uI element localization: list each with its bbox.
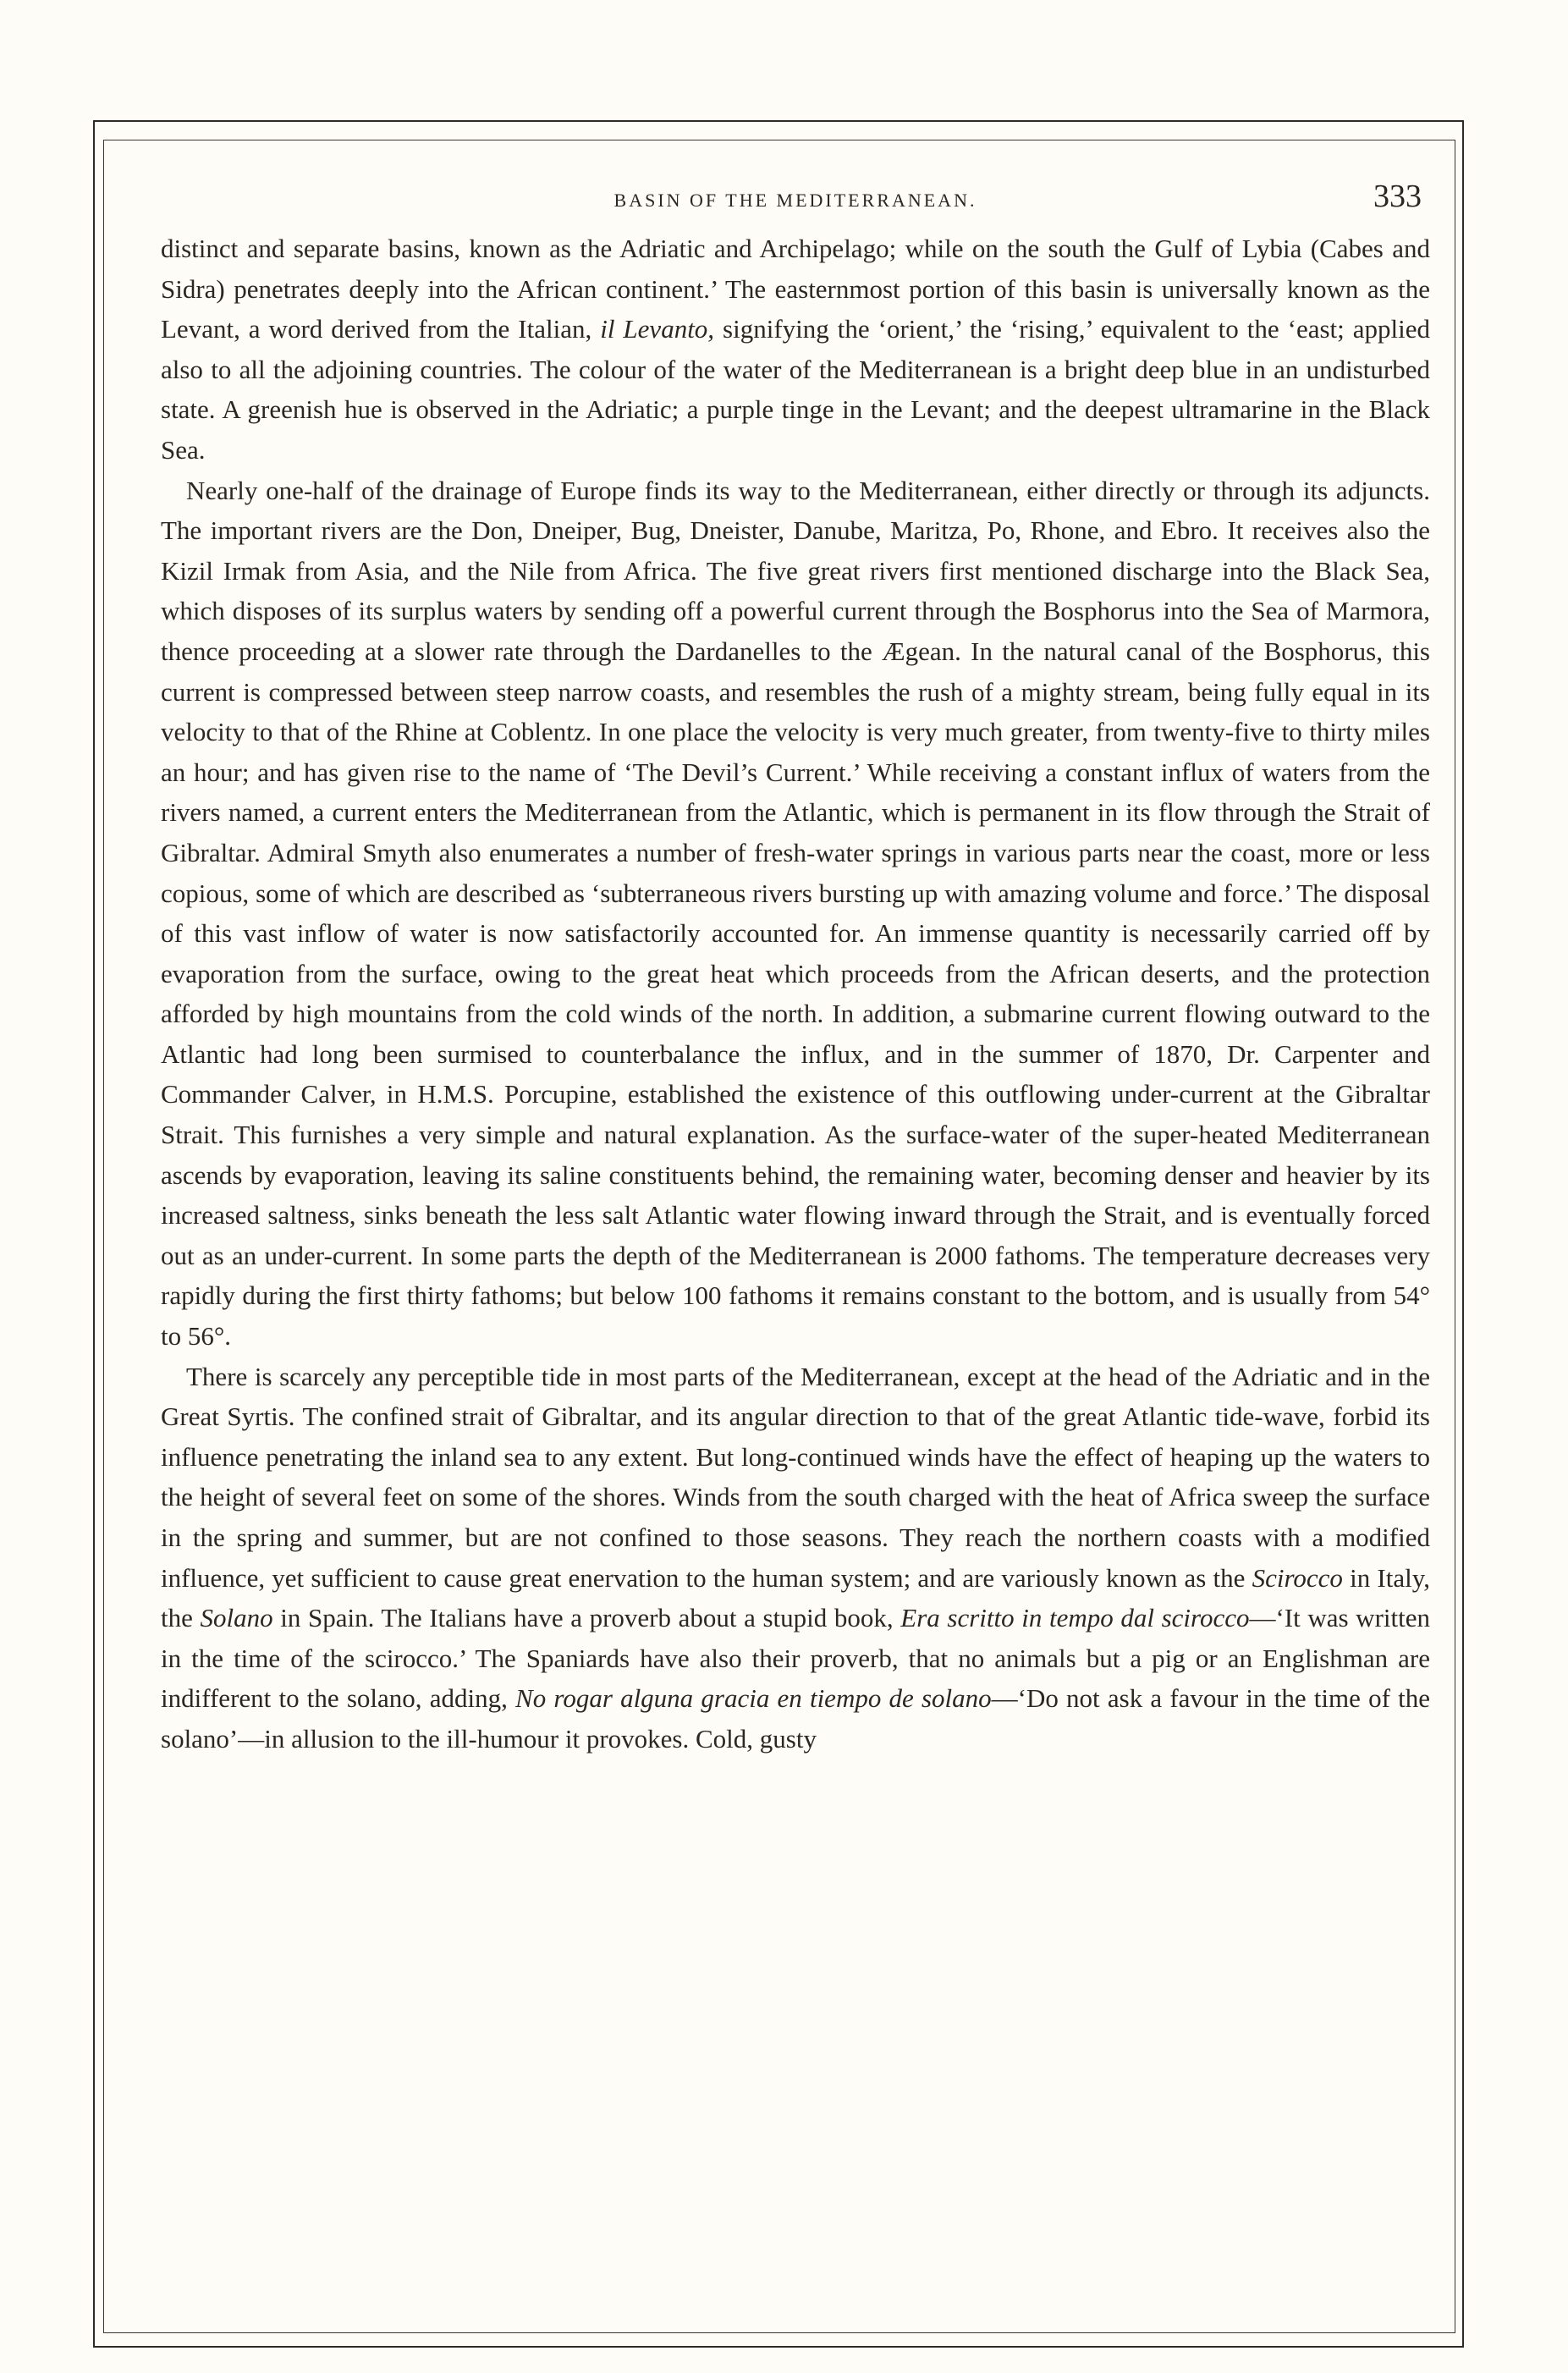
text-run: in Italy, the — [161, 1562, 1430, 1633]
running-title: BASIN OF THE MEDITERRANEAN. — [613, 190, 977, 211]
italic-text: No rogar alguna gracia en tiempo de solano — [515, 1683, 992, 1714]
italic-text: Solano — [200, 1603, 273, 1633]
italic-text: Scirocco — [1252, 1562, 1343, 1593]
body-text — [161, 228, 1430, 1759]
paragraph-1 — [161, 228, 1430, 471]
page-content — [161, 178, 1430, 2310]
page-number: 333 — [1373, 179, 1422, 214]
text-run: signifying the ‘orient,’ the ‘rising,’ equivalent to the ‘east; applied also to all the adjoining countries. The colour of the water of the Mediterranean is a bright deep blue in an undisturbed state. A greenish hue is observed in the Adriatic; a purple tinge in the Levant; and the deepest ultramarine in the Black Sea. — [161, 314, 1430, 465]
text-run: —‘It was written in the time of the scirocco.’ The Spaniards have also their proverb, that no animals but a pig or an Englishman are indifferent to the solano, adding, — [161, 1603, 1430, 1714]
italic-text: Era scritto in tempo dal scirocco — [900, 1603, 1250, 1633]
text-run: distinct and separate basins, known as the Adriatic and Archipelago; while on the south the Gulf of Lybia (Cabes and Sidra) penetrates deeply into the African continent.’ The easternmost portion of this basin is universally known as the Levant, a word derived from the Italian, — [161, 234, 1430, 344]
italic-text: il Levanto, — [600, 314, 715, 344]
text-run: in Spain. The Italians have a proverb about a stupid book, — [272, 1603, 901, 1633]
text-run: Nearly one-half of the drainage of Europe finds its way to the Mediterranean, either directly or through its adjuncts. The important rivers are the Don, Dneiper, Bug, Dneister, Danube, Maritza, Po, Rhone, and Ebro. It receives also the Kizil Irmak from Asia, and the Nile from Africa. The five great rivers first mentioned discharge into the Black Sea, which disposes of its surplus waters by sending off a powerful current through the Bosphorus into the Sea of Marmora, thence proceeding at a slower rate through the Dardanelles to the Ægean. In the natural canal of the Bosphorus, this current is compressed between steep narrow coasts, and resembles the rush of a mighty stream, being fully equal in its velocity to that of the Rhine at Coblentz. In one place the velocity is very much greater, from twenty-five to thirty miles an hour; and has given rise to the name of ‘The Devil’s Current.’ While receiving a constant influx of waters from the rivers named, a current enters the Mediterranean from the Atlantic, which is permanent in its flow through the Strait of Gibraltar. Admiral Smyth also enumerates a number of fresh-water springs in various parts near the coast, more or less copious, some of which are described as ‘subterraneous rivers bursting up with amazing volume and force.’ The disposal of this vast inflow of water is now satisfactorily accounted for. An immense quantity is necessarily carried off by evaporation from the surface, owing to the great heat which proceeds from the African deserts, and the protection afforded by high mountains from the cold winds of the north. In addition, a submarine current flowing outward to the Atlantic had long been surmised to counterbalance the influx, and in the summer of 1870, Dr. Carpenter and Commander Calver, in H.M.S. Porcupine, established the existence of this outflowing under-current at the Gibraltar Strait. This furnishes a very simple and natural explanation. As the surface-water of the super-heated Mediterranean ascends by evaporation, leaving its saline constituents behind, the remaining water, becoming denser and heavier by its increased saltness, sinks beneath the less salt Atlantic water flowing inward through the Strait, and is eventually forced out as an under-current. In some parts the depth of the Mediterranean is 2000 fathoms. The temperature decreases very rapidly during the first thirty fathoms; but below 100 fathoms it remains constant to the bottom, and is usually from 54° to 56°. — [161, 475, 1430, 1352]
page-header — [161, 178, 1430, 228]
paragraph-3 — [161, 1357, 1430, 1759]
paragraph-2 — [161, 471, 1430, 1357]
text-run: There is scarcely any perceptible tide in most parts of the Mediterranean, except at the head of the Adriatic and in the Great Syrtis. The confined strait of Gibraltar, and its angular direction to that of the great Atlantic tide-wave, forbid its influence penetrating the inland sea to any extent. But long-continued winds have the effect of heaping up the waters to the height of several feet on some of the shores. Winds from the south charged with the heat of Africa sweep the surface in the spring and summer, but are not confined to those seasons. They reach the northern coasts with a modified influence, yet sufficient to cause great enervation to the human system; and are variously known as the — [161, 1361, 1430, 1593]
text-run: —‘Do not ask a favour in the time of the solano’—in allusion to the ill-humour it provokes. Cold, gusty — [161, 1683, 1430, 1754]
